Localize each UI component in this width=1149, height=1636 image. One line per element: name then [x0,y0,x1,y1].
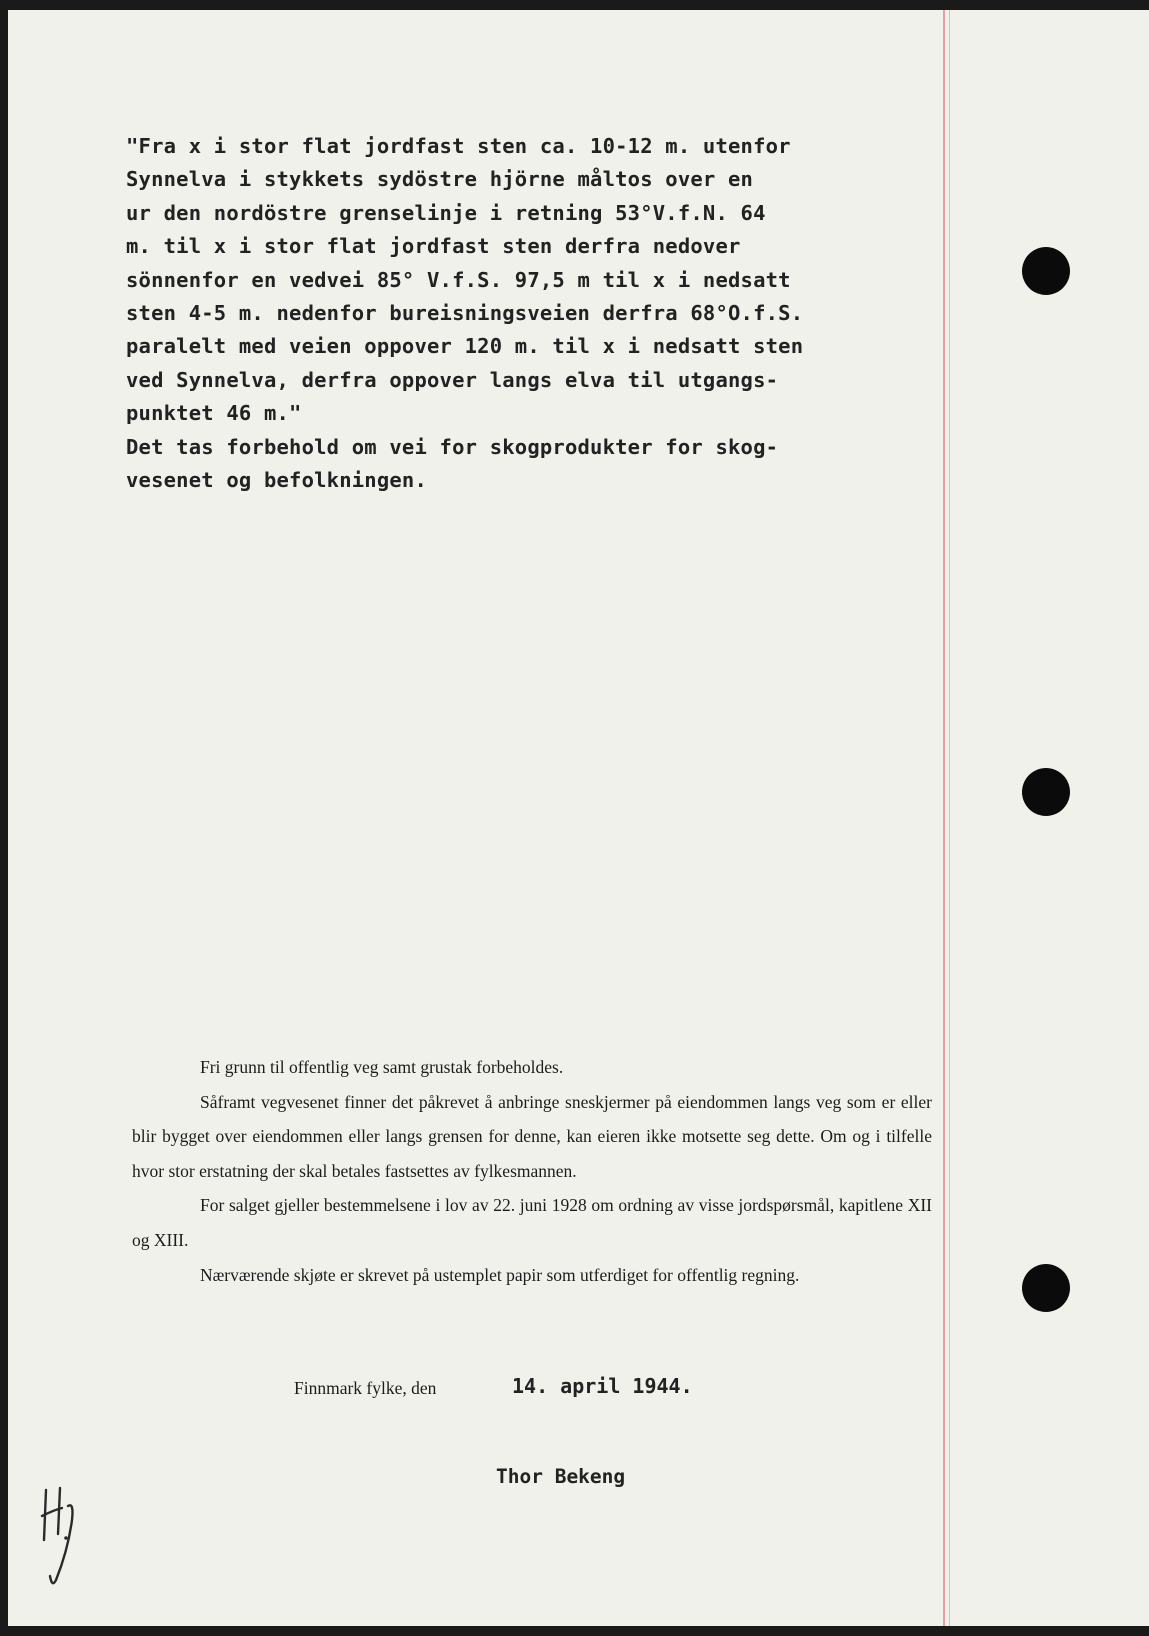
punch-hole-middle [1022,768,1070,816]
typed-line: ved Synnelva, derfra oppover langs elva til utgangs- [126,367,779,392]
initials-scribble-icon [38,1480,88,1590]
clause-snow-screens: Såframt vegvesenet finner det påkrevet å anbringe sneskjermer på eiendommen langs veg som er eller blir bygget over eiendommen eller langs grensen for denne, kan eieren ikke motsette seg dette. Om og i tilfelle hvor stor erstatning der skal betales fastsettes av fylkesmannen. [132,1091,932,1181]
typed-line: ur den nordöstre grenselinje i retning 53°V.f.N. 64 [126,200,766,225]
typed-line: paralelt med veien oppover 120 m. til x i nedsatt sten [126,334,804,359]
typed-line: "Fra x i stor flat jordfast sten ca. 10-12 m. utenfor [126,134,791,158]
typed-line: Det tas forbehold om vei for skogprodukter for skog- [126,434,779,459]
typed-line: sten 4-5 m. nedenfor bureisningsveien derfra 68°O.f.S. [126,301,804,326]
typed-line: sönnenfor en vedvei 85° V.f.S. 97,5 m til x i nedsatt [126,267,791,292]
signatory-name: Thor Bekeng [496,1465,626,1488]
dateline-label: Finnmark fylke, den [294,1378,437,1398]
punch-hole-bottom [1022,1264,1070,1312]
typed-boundary-description [126,130,896,497]
margin-rule [943,10,945,1626]
margin-rule-secondary [949,10,950,1626]
clause-road-ground: Fri grunn til offentlig veg samt grustak forbeholdes. [200,1057,564,1077]
punch-hole-top [1022,247,1070,295]
clause-stamp-paper: Nærværende skjøte er skrevet på ustemplet papir som utferdiget for offentlig regning. [200,1264,800,1285]
clause-law-reference: For salget gjeller bestemmelsene i lov av 22. juni 1928 om ordning av visse jordspørsmål, kapitlene XII og XIII. [132,1195,932,1250]
typed-line: vesenet og befolkningen. [126,468,428,493]
handwritten-initials [38,1480,88,1595]
printed-clauses [132,1050,932,1292]
typed-line: m. til x i stor flat jordfast sten derfra nedover [126,234,741,259]
typed-line: Synnelva i stykkets sydöstre hjörne måltos over en [126,167,754,192]
document-page [8,10,1149,1626]
dateline-date: 14. april 1944. [512,1374,693,1398]
typed-line: punktet 46 m." [126,401,302,426]
